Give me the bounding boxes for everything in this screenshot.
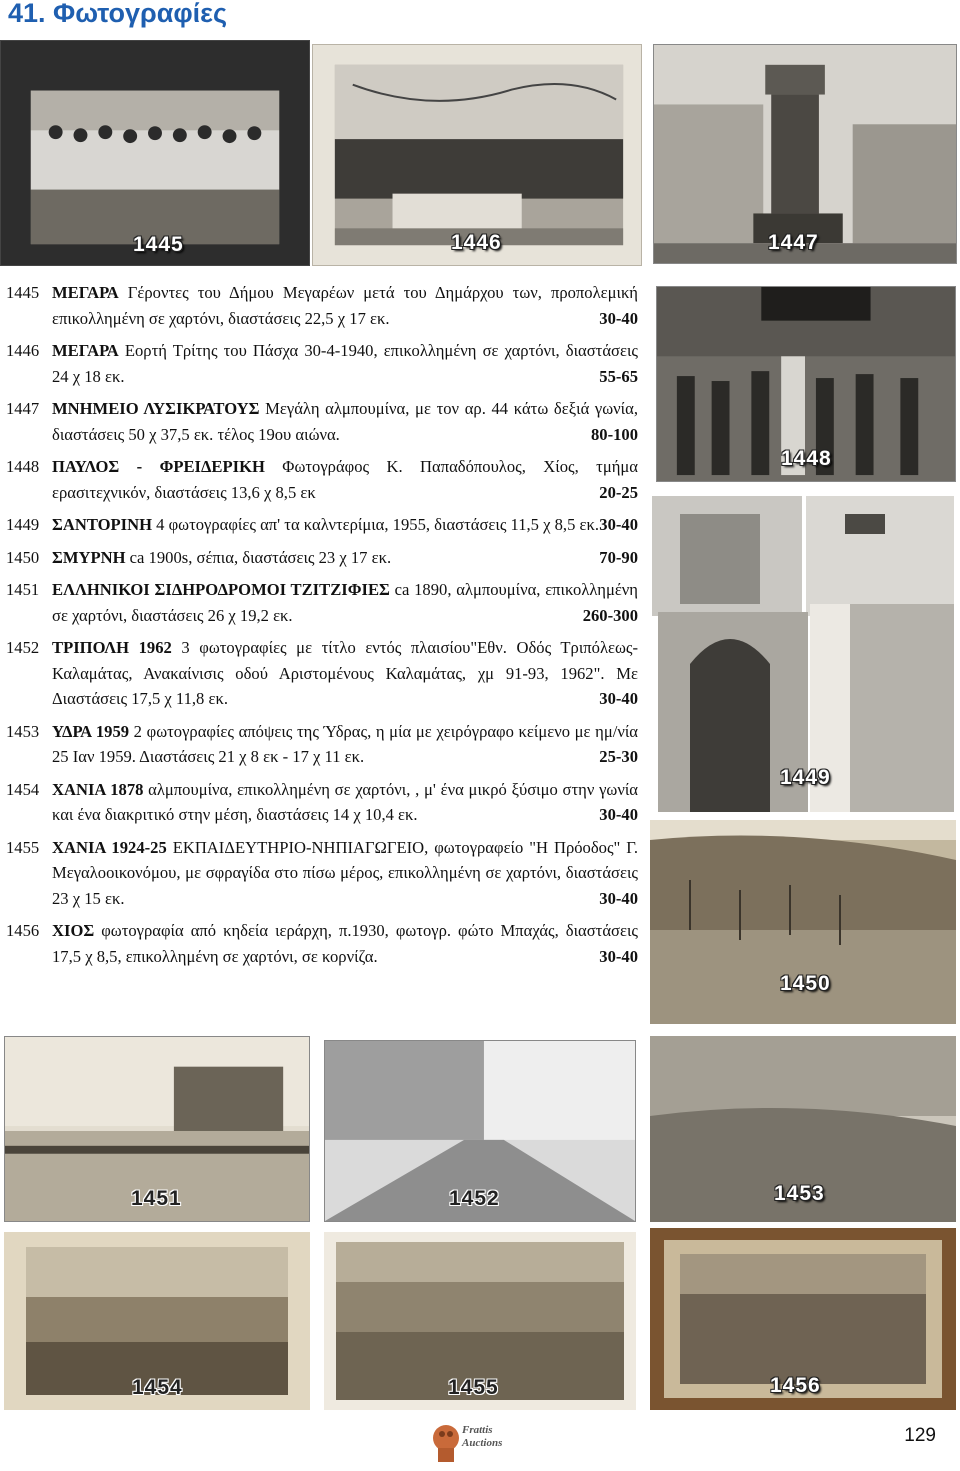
lot-price: 260-300 — [582, 605, 638, 625]
lot-desc: 3 φωτογραφίες με τίτλο εντός πλαισίου"Εθν. Οδός Τριπόλεως-Καλαμάτας, Ανακαίνισις οδού Αριστομένους Καλαμάτας, χμ 91-93, 1962". Με Διαστάσεις 17,5 χ 11,8 εκ. — [52, 638, 638, 708]
frattis-logo — [432, 1412, 532, 1466]
lot-title: ΜΕΓΑΡΑ — [52, 341, 119, 360]
lot-price: 20-25 — [599, 482, 638, 502]
lot-desc: 4 φωτογραφίες απ' τα καλντερίμια, 1955, διαστάσεις 11,5 χ 8,5 εκ. — [151, 515, 599, 534]
logo-line2: Auctions — [462, 1437, 503, 1449]
photo-1450[interactable] — [650, 820, 956, 1024]
photo-label-1446: 1446 — [451, 231, 502, 254]
lot-1450 — [6, 545, 638, 571]
lot-price: 30-40 — [599, 308, 638, 328]
lot-title: ΣΜΥΡΝΗ — [52, 547, 126, 567]
lot-price: 30-40 — [599, 515, 638, 534]
lot-number: 1453 — [6, 721, 40, 741]
lot-desc: ca 1890, αλμπουμίνα, επικολλημένη σε χαρτόνι, διαστάσεις 26 χ 19,2 εκ. — [52, 580, 638, 625]
lot-price: 55-65 — [599, 366, 638, 386]
lot-title: ΧΙΟΣ — [52, 921, 95, 940]
lot-price: 25-30 — [599, 747, 638, 766]
photo-label-1454: 1454 — [132, 1376, 183, 1399]
lot-description — [52, 396, 638, 447]
lot-number: 1447 — [6, 399, 40, 418]
lot-title: ΜΕΓΑΡΑ — [52, 283, 119, 302]
lot-1449 — [6, 512, 638, 538]
lot-desc: ca 1900s, σέπια, διαστάσεις 23 χ 17 εκ. — [125, 547, 392, 567]
lot-1447 — [6, 396, 638, 447]
lot-price: 30-40 — [599, 946, 638, 966]
lot-list — [6, 280, 638, 969]
lot-description — [52, 512, 638, 538]
photo-1445-image — [1, 41, 309, 265]
lot-desc: φωτογραφία από κηδεία ιεράρχη, π.1930, φωτογρ. φώτο Μπαχάς, διαστάσεις 17,5 χ 8,5, επικολλημένη σε χαρτόνι, σε κορνίζα. — [52, 921, 638, 966]
lot-description — [52, 777, 638, 828]
lot-title: ΥΔΡΑ 1959 — [52, 721, 130, 741]
lot-description — [52, 545, 638, 571]
lot-title: ΣΑΝΤΟΡΙΝΗ — [52, 515, 152, 534]
lot-description — [52, 577, 638, 628]
logo-text — [462, 1424, 502, 1450]
photo-1454[interactable] — [4, 1232, 310, 1410]
lot-description — [52, 280, 638, 331]
lot-1451 — [6, 577, 638, 628]
lot-price: 30-40 — [599, 805, 638, 824]
photo-label-1450: 1450 — [780, 972, 831, 995]
photo-1447[interactable] — [653, 44, 957, 264]
lot-number: 1456 — [6, 921, 40, 940]
photo-label-1449: 1449 — [780, 766, 831, 789]
page-header — [0, 0, 960, 30]
lot-price: 30-40 — [599, 689, 638, 708]
lot-title: ΧΑΝΙΑ 1924-25 — [52, 837, 167, 857]
photo-label-1445: 1445 — [133, 233, 184, 256]
lot-price: 70-90 — [599, 547, 638, 567]
photo-1449[interactable] — [650, 494, 956, 816]
page-number: 129 — [904, 1425, 936, 1446]
lot-description — [52, 338, 638, 389]
photo-1445[interactable] — [0, 40, 310, 266]
lot-number: 1451 — [6, 580, 40, 599]
lot-number: 1449 — [6, 515, 40, 534]
photo-1446[interactable] — [312, 44, 642, 266]
photo-label-1455: 1455 — [448, 1376, 499, 1399]
lot-title: ΜΝΗΜΕΙΟ ΛΥΣΙΚΡΑΤΟΥΣ — [52, 399, 260, 418]
lot-1445 — [6, 280, 638, 331]
photo-label-1456: 1456 — [770, 1374, 821, 1397]
lot-1448 — [6, 454, 638, 505]
lot-desc: ΕΚΠΑΙΔΕΥΤΗΡΙΟ-ΝΗΠΙΑΓΩΓΕΙΟ, φωτογραφείο "Η Πρόοδος" Γ. Μεγαλοοικονόμου, με σφραγίδα στο πίσω μέρος, επικολλημένη σε χαρτόνι, διαστάσεις 23 χ 15 εκ. — [52, 837, 639, 908]
lot-description — [52, 635, 638, 712]
photo-1448[interactable] — [656, 286, 956, 482]
lot-1453 — [6, 719, 638, 770]
photo-1451[interactable] — [4, 1036, 310, 1222]
lot-description — [52, 454, 638, 505]
lot-1454 — [6, 777, 638, 828]
lot-description — [52, 918, 638, 969]
lot-number: 1452 — [6, 638, 40, 657]
lot-title: ΧΑΝΙΑ 1878 — [52, 779, 144, 799]
photo-label-1453: 1453 — [774, 1182, 825, 1205]
photo-1452[interactable] — [324, 1040, 636, 1222]
lot-price: 30-40 — [599, 888, 638, 908]
lot-1446 — [6, 338, 638, 389]
photo-label-1452: 1452 — [449, 1187, 500, 1210]
lot-price: 80-100 — [590, 424, 638, 444]
lot-number: 1450 — [6, 547, 40, 567]
photo-1453[interactable] — [650, 1036, 956, 1222]
lot-desc: Γέροντες του Δήμου Μεγαρέων μετά του Δημάρχου των, προπολεμική επικολλημένη σε χαρτόνι, διαστάσεις 22,5 χ 17 εκ. — [52, 283, 638, 328]
lot-desc: αλμπουμίνα, επικολλημένη σε χαρτόνι, , μ' ένα μικρό ξύσιμο στην γωνία και ένα διακριτικό στην μέση, διαστάσεις 14 χ 10,4 εκ. — [52, 779, 638, 824]
lot-1455 — [6, 835, 638, 912]
logo-line1: Frattis — [462, 1424, 493, 1436]
photo-1456[interactable] — [650, 1228, 956, 1410]
lot-number: 1455 — [6, 837, 40, 857]
lot-title: ΤΡΙΠΟΛΗ 1962 — [52, 638, 172, 657]
page-title: 41. Φωτογραφίες — [8, 0, 228, 28]
lot-number: 1446 — [6, 341, 40, 360]
photo-1455[interactable] — [324, 1232, 636, 1410]
lot-description — [52, 835, 638, 912]
lot-desc: Φωτογράφος Κ. Παπαδόπουλος, Χίος, τμήμα ερασιτεχνικόν, διαστάσεις 13,6 χ 8,5 εκ — [52, 457, 638, 502]
photo-label-1448: 1448 — [781, 447, 832, 470]
lot-title: ΕΛΛΗΝΙΚΟΙ ΣΙΔΗΡΟΔΡΟΜΟΙ ΤΖΙΤΖΙΦΙΕΣ — [52, 580, 390, 599]
lot-number: 1448 — [6, 457, 40, 476]
photo-label-1451: 1451 — [131, 1187, 182, 1210]
lot-number: 1445 — [6, 283, 40, 302]
lot-desc: Εορτή Τρίτης του Πάσχα 30-4-1940, επικολλημένη σε χαρτόνι, διαστάσεις 24 χ 18 εκ. — [52, 341, 638, 386]
lot-number: 1454 — [6, 779, 40, 799]
lot-title: ΠΑΥΛΟΣ - ΦΡΕΙΔΕΡΙΚΗ — [52, 457, 265, 476]
lot-description — [52, 719, 638, 770]
lot-1452 — [6, 635, 638, 712]
lot-desc: 2 φωτογραφίες απόψεις της Ύδρας, η μία με χειρόγραφο κείμενο με ημ/νία 25 Ιαν 1959. Διαστάσεις 21 χ 8 εκ - 17 χ 11 εκ. — [52, 721, 638, 766]
photo-label-1447: 1447 — [768, 231, 819, 254]
lot-1456 — [6, 918, 638, 969]
lot-desc: Μεγάλη αλμπουμίνα, με τον αρ. 44 κάτω δεξιά γωνία, διαστάσεις 50 χ 37,5 εκ. τέλος 19ου αιώνα. — [52, 399, 638, 444]
